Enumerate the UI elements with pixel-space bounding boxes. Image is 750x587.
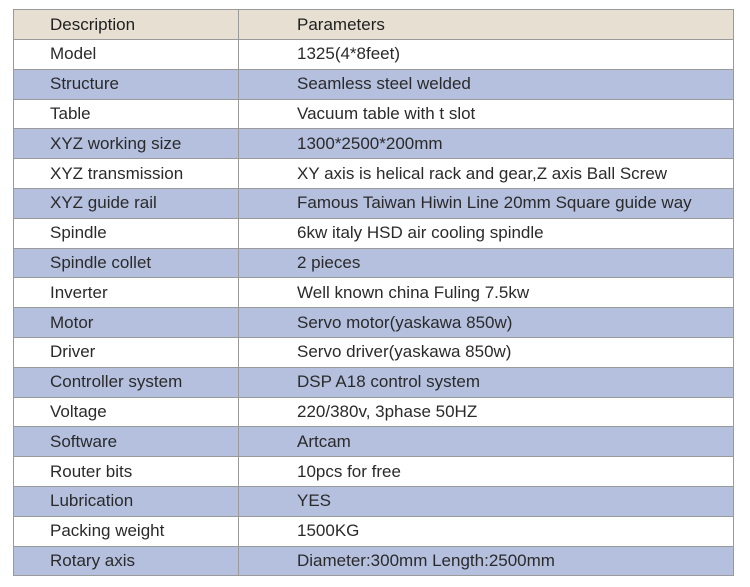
parameter-cell: DSP A18 control system (239, 367, 734, 397)
table-row (14, 308, 734, 338)
description-cell: XYZ guide rail (14, 188, 239, 218)
table-row (14, 546, 734, 576)
description-cell: Driver (14, 337, 239, 367)
description-cell: Inverter (14, 278, 239, 308)
table-row (14, 159, 734, 189)
description-cell: Lubrication (14, 486, 239, 516)
table-row (14, 99, 734, 129)
description-cell: Table (14, 99, 239, 129)
parameter-cell: Vacuum table with t slot (239, 99, 734, 129)
parameter-cell: 1500KG (239, 516, 734, 546)
parameter-cell: 10pcs for free (239, 457, 734, 487)
parameter-cell: YES (239, 486, 734, 516)
parameter-cell: 2 pieces (239, 248, 734, 278)
header-description: Description (14, 10, 239, 40)
table-row (14, 129, 734, 159)
table-row (14, 337, 734, 367)
description-cell: Software (14, 427, 239, 457)
description-cell: Spindle (14, 218, 239, 248)
table-row (14, 278, 734, 308)
parameter-cell: Servo driver(yaskawa 850w) (239, 337, 734, 367)
description-cell: XYZ transmission (14, 159, 239, 189)
table-row (14, 516, 734, 546)
description-cell: Model (14, 40, 239, 70)
table-row (14, 40, 734, 70)
spec-table-header (14, 10, 734, 40)
table-row (14, 427, 734, 457)
parameter-cell: Famous Taiwan Hiwin Line 20mm Square guide way (239, 188, 734, 218)
table-row (14, 486, 734, 516)
description-cell: Packing weight (14, 516, 239, 546)
parameter-cell: Well known china Fuling 7.5kw (239, 278, 734, 308)
table-row (14, 367, 734, 397)
table-row (14, 457, 734, 487)
parameter-cell: 220/380v, 3phase 50HZ (239, 397, 734, 427)
parameter-cell: 1325(4*8feet) (239, 40, 734, 70)
parameter-cell: Diameter:300mm Length:2500mm (239, 546, 734, 576)
parameter-cell: 6kw italy HSD air cooling spindle (239, 218, 734, 248)
description-cell: Spindle collet (14, 248, 239, 278)
parameter-cell: XY axis is helical rack and gear,Z axis Ball Screw (239, 159, 734, 189)
table-row (14, 218, 734, 248)
table-row (14, 69, 734, 99)
header-parameters: Parameters (239, 10, 734, 40)
description-cell: Structure (14, 69, 239, 99)
parameter-cell: Servo motor(yaskawa 850w) (239, 308, 734, 338)
table-row (14, 188, 734, 218)
table-row (14, 248, 734, 278)
parameter-cell: Seamless steel welded (239, 69, 734, 99)
parameter-cell: 1300*2500*200mm (239, 129, 734, 159)
description-cell: Controller system (14, 367, 239, 397)
description-cell: Voltage (14, 397, 239, 427)
header-row (14, 10, 734, 40)
table-row (14, 397, 734, 427)
description-cell: Motor (14, 308, 239, 338)
description-cell: Router bits (14, 457, 239, 487)
description-cell: Rotary axis (14, 546, 239, 576)
spec-table-body (14, 40, 734, 576)
spec-table (13, 9, 734, 576)
description-cell: XYZ working size (14, 129, 239, 159)
parameter-cell: Artcam (239, 427, 734, 457)
